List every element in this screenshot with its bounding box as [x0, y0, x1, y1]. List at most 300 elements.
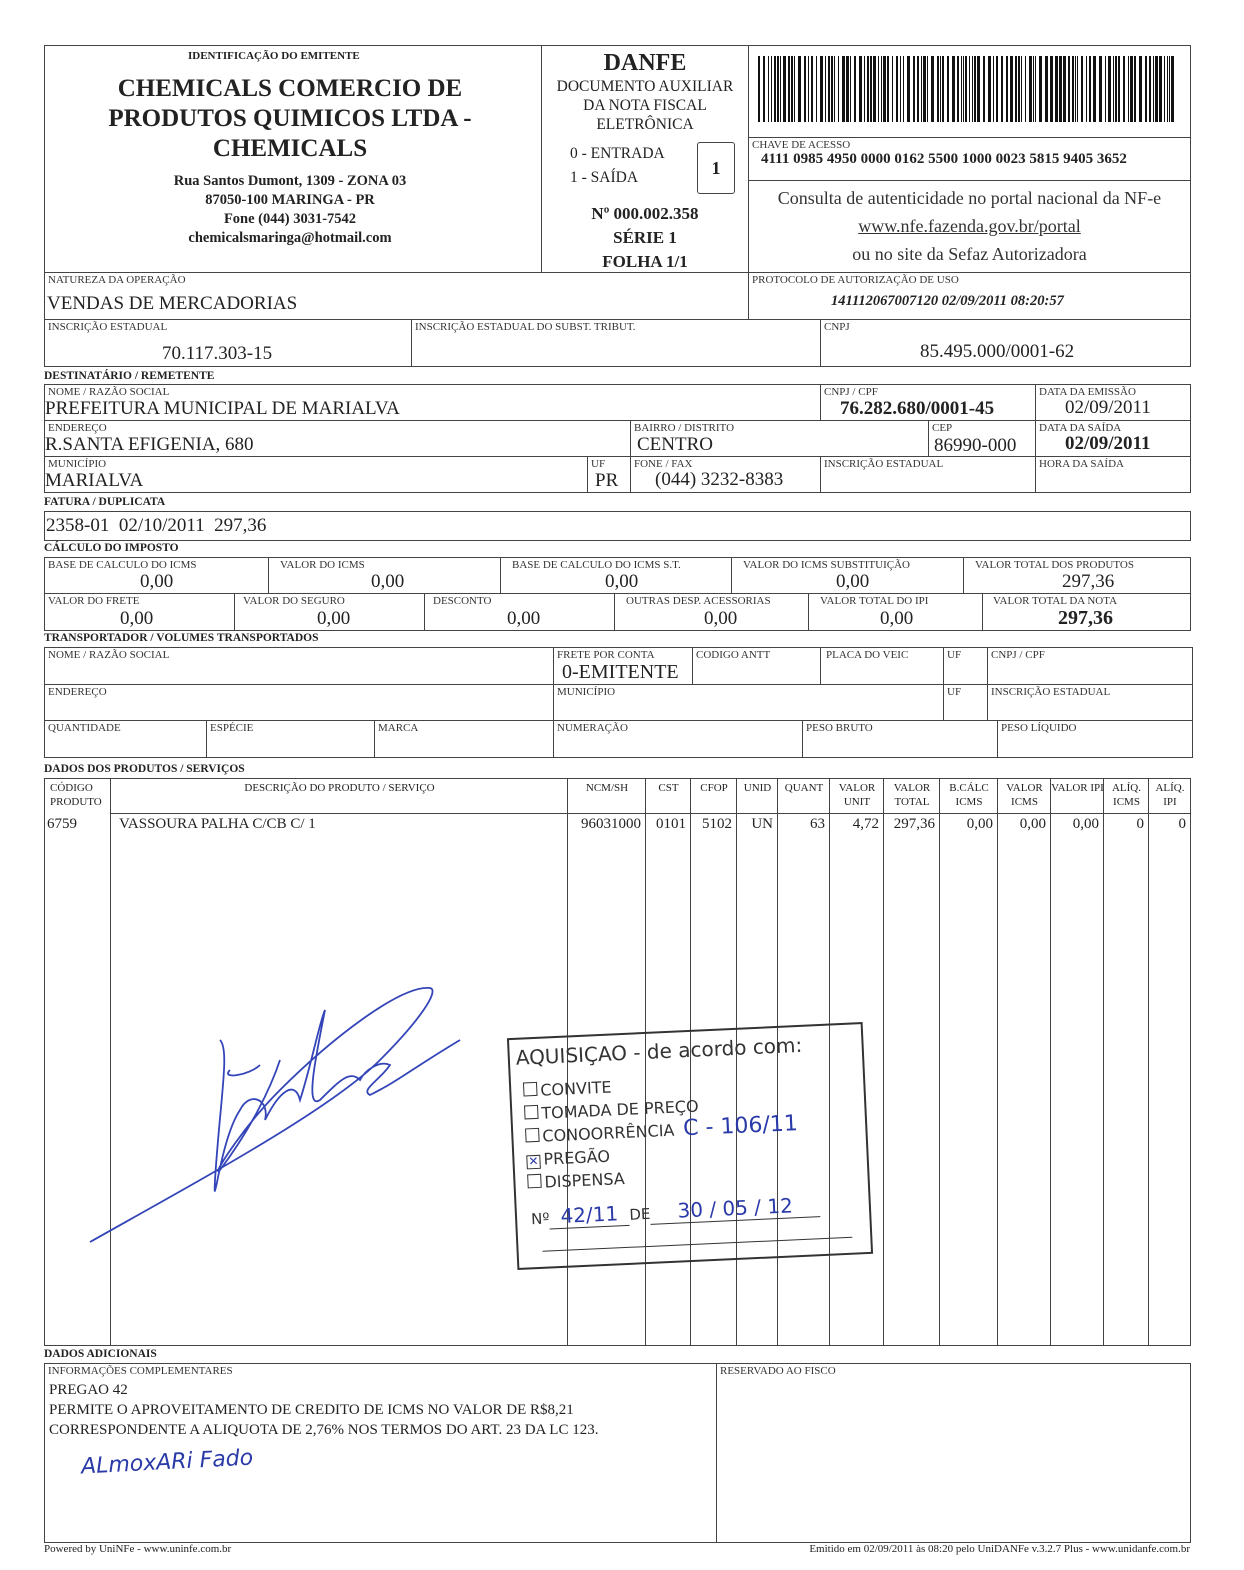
dest-ie-label: INSCRIÇÃO ESTADUAL — [824, 458, 944, 470]
emissao-value: 02/09/2011 — [1065, 397, 1151, 418]
emitente-info — [50, 172, 530, 248]
barcode-bar — [1169, 56, 1170, 122]
barcode-bar — [788, 56, 790, 122]
table-cell: 0,00 — [966, 816, 993, 832]
barcode-bar — [883, 56, 886, 122]
dest-end-label: ENDEREÇO — [48, 422, 107, 434]
transp-label: PESO LÍQUIDO — [1001, 722, 1077, 734]
transp-label: MUNICÍPIO — [557, 686, 616, 698]
table-cell: 297,36 — [893, 816, 935, 832]
column-header: CÓDIGO PRODUTO — [50, 782, 102, 808]
barcode — [758, 56, 1178, 122]
barcode-bar — [1113, 56, 1114, 122]
stamp-options — [523, 1072, 702, 1195]
danfe-subtitle — [541, 77, 749, 134]
barcode-bar — [969, 56, 970, 122]
imposto-cell — [963, 557, 1191, 594]
imposto-label: VALOR DO ICMS — [280, 559, 365, 571]
barcode-bar — [804, 56, 806, 122]
info-text — [49, 1380, 598, 1440]
imposto-value: 0,00 — [317, 608, 351, 629]
barcode-bar — [957, 56, 959, 122]
column-header: CST — [658, 782, 679, 794]
table-cell: 6759 — [47, 816, 77, 832]
barcode-bar — [1153, 56, 1154, 122]
barcode-bar — [870, 56, 872, 122]
barcode-bar — [1171, 56, 1174, 122]
dest-cnpj-label: CNPJ / CPF — [824, 386, 878, 398]
consulta-text: Consulta de autenticidade no portal nacional da NF-e — [777, 188, 1162, 208]
transp-cell — [44, 647, 554, 685]
hora-box — [1035, 456, 1191, 493]
column-header: QUANT — [784, 782, 824, 794]
stamp-option-label: PREGÃO — [543, 1146, 611, 1169]
barcode-bar — [1039, 56, 1042, 122]
stamp-option-label: CONOORRÊNCIA — [541, 1120, 675, 1146]
transp-label: QUANTIDADE — [48, 722, 121, 734]
barcode-bar — [798, 56, 801, 122]
protocolo-label: PROTOCOLO DE AUTORIZAÇÃO DE USO — [752, 274, 959, 286]
tipo-box: 1 — [697, 142, 735, 194]
transp-label: ENDEREÇO — [48, 686, 107, 698]
column-header: DESCRIÇÃO DO PRODUTO / SERVIÇO — [244, 782, 435, 794]
barcode-bar — [834, 56, 835, 122]
stamp-number-line — [531, 1192, 821, 1230]
column-divider — [997, 778, 998, 1345]
danfe-title-block — [541, 50, 749, 134]
transp-label: UF — [947, 649, 962, 661]
barcode-bar — [892, 56, 893, 122]
imposto-value: 0,00 — [120, 608, 154, 629]
barcode-bar — [1159, 56, 1162, 122]
barcode-bar — [780, 56, 781, 122]
imposto-value: 0,00 — [605, 571, 639, 592]
barcode-bar — [940, 56, 941, 122]
nota-serie: SÉRIE 1 — [613, 228, 677, 247]
imposto-cell — [614, 593, 809, 631]
checkbox-icon: ✕ — [526, 1155, 541, 1170]
ie-label: INSCRIÇÃO ESTADUAL — [48, 321, 168, 333]
barcode-bar — [846, 56, 849, 122]
checkbox-icon — [527, 1174, 542, 1189]
barcode-bar — [913, 56, 915, 122]
barcode-bar — [838, 56, 839, 122]
barcode-bar — [923, 56, 926, 122]
column-header: ALÍQ. IPI — [1155, 782, 1185, 808]
stamp-line — [543, 1237, 853, 1252]
barcode-bar — [1086, 56, 1087, 122]
barcode-bar — [931, 56, 934, 122]
column-header: B.CÁLC ICMS — [949, 782, 989, 808]
dest-cnpj-box — [820, 384, 1036, 421]
mun-label: MUNICÍPIO — [48, 458, 107, 470]
info-line: PREGAO 42 — [49, 1382, 128, 1398]
transp-label: CODIGO ANTT — [696, 649, 771, 661]
column-divider — [1148, 778, 1149, 1345]
barcode-bar — [900, 56, 901, 122]
info-complementar-box — [44, 1363, 717, 1543]
barcode-bar — [1059, 56, 1062, 122]
barcode-bar — [825, 56, 826, 122]
imposto-label: VALOR DO FRETE — [48, 595, 140, 607]
barcode-bar — [927, 56, 928, 122]
barcode-bar — [983, 56, 985, 122]
barcode-bar — [1099, 56, 1102, 122]
transp-cell — [943, 647, 988, 685]
emitente-name-line: PRODUTOS QUIMICOS LTDA - — [108, 105, 472, 132]
imposto-cell — [44, 557, 269, 594]
transp-cell — [997, 720, 1193, 758]
barcode-bar — [1105, 56, 1106, 122]
cnpj-label: CNPJ — [824, 321, 850, 333]
danfe-subtitle-line: DOCUMENTO AUXILIAR — [556, 78, 734, 95]
barcode-bar — [1164, 56, 1165, 122]
barcode-bar — [1118, 56, 1120, 122]
protocolo-box — [748, 272, 1191, 320]
table-cell: 0,00 — [1019, 816, 1046, 832]
dest-end: R.SANTA EFIGENIA, 680 — [45, 434, 254, 455]
imposto-cell — [44, 593, 235, 631]
column-header: VALOR TOTAL — [893, 782, 931, 808]
transp-cell — [44, 684, 554, 721]
barcode-bar — [758, 56, 760, 122]
transp-cell — [553, 647, 693, 685]
transp-cell — [987, 647, 1193, 685]
barcode-bar — [1063, 56, 1066, 122]
barcode-bar — [1155, 56, 1158, 122]
chave-value: 4111 0985 4950 0000 0162 5500 1000 0023 5815 9405 3652 — [761, 151, 1127, 167]
barcode-bar — [1045, 56, 1048, 122]
barcode-bar — [988, 56, 991, 122]
table-cell: 63 — [810, 816, 825, 832]
barcode-bar — [811, 56, 813, 122]
barcode-bar — [1128, 56, 1129, 122]
barcode-bar — [1072, 56, 1074, 122]
table-cell: 4,72 — [852, 816, 879, 832]
stamp-date: 30 / 05 / 12 — [650, 1192, 821, 1225]
checkbox-icon — [524, 1105, 539, 1120]
barcode-bar — [907, 56, 910, 122]
barcode-bar — [974, 56, 976, 122]
barcode-bar — [977, 56, 980, 122]
handwritten-note: ALmoxARi Fado — [80, 1445, 254, 1480]
emissao-box — [1035, 384, 1191, 421]
barcode-bar — [1021, 56, 1022, 122]
emissao-label: DATA DA EMISSÃO — [1039, 386, 1136, 398]
emitente-name-line: CHEMICALS — [212, 135, 368, 162]
barcode-bar — [878, 56, 879, 122]
fisco-label: RESERVADO AO FISCO — [720, 1365, 836, 1377]
barcode-bar — [842, 56, 845, 122]
footer-left: Powered by UniNFe - www.uninfe.com.br — [44, 1543, 232, 1555]
barcode-bar — [1006, 56, 1008, 122]
emitente-name-line: CHEMICALS COMERCIO DE — [117, 75, 463, 102]
bairro-box — [630, 420, 929, 457]
imposto-section: CÁLCULO DO IMPOSTO — [44, 542, 179, 554]
fisco-box — [716, 1363, 1191, 1543]
table-cell: UN — [751, 816, 773, 832]
info-line: PERMITE O APROVEITAMENTO DE CREDITO DE ICMS NO VALOR DE R$8,21 — [49, 1402, 574, 1418]
barcode-bar — [831, 56, 833, 122]
imposto-label: VALOR DO ICMS SUBSTITUIÇÃO — [743, 559, 910, 571]
imposto-cell — [234, 593, 425, 631]
table-cell: 0 — [1178, 816, 1186, 832]
emitente-name — [50, 74, 530, 164]
imposto-value: 0,00 — [507, 608, 541, 629]
header-divider — [111, 813, 1191, 814]
barcode-bar — [1050, 56, 1053, 122]
barcode-bar — [937, 56, 939, 122]
transp-cell — [374, 720, 554, 758]
transp-label: NOME / RAZÃO SOCIAL — [48, 649, 170, 661]
dest-nome-label: NOME / RAZÃO SOCIAL — [48, 386, 170, 398]
table-cell: 0101 — [656, 816, 686, 832]
saida-date-value: 02/09/2011 — [1065, 433, 1151, 454]
transp-label: CNPJ / CPF — [991, 649, 1045, 661]
barcode-bar — [783, 56, 786, 122]
produtos-section: DADOS DOS PRODUTOS / SERVIÇOS — [44, 763, 245, 775]
ie-subst-box — [411, 319, 821, 367]
barcode-bar — [794, 56, 795, 122]
imposto-value: 0,00 — [704, 608, 738, 629]
de-label: DE — [628, 1204, 651, 1224]
barcode-bar — [763, 56, 765, 122]
danfe-number-block — [541, 202, 749, 274]
fatura-section: FATURA / DUPLICATA — [44, 496, 166, 508]
barcode-bar — [1025, 56, 1026, 122]
barcode-bar — [1029, 56, 1032, 122]
barcode-bar — [881, 56, 882, 122]
imposto-cell — [424, 593, 615, 631]
barcode-bar — [1001, 56, 1003, 122]
ie-box — [44, 319, 412, 367]
imposto-cell — [268, 557, 501, 594]
barcode-bar — [850, 56, 851, 122]
emitente-section: IDENTIFICAÇÃO DO EMITENTE — [188, 50, 360, 62]
transp-cell — [943, 684, 988, 721]
column-header: VALOR UNIT — [838, 782, 876, 808]
transp-cell — [692, 647, 821, 685]
barcode-bar — [972, 56, 973, 122]
bairro-label: BAIRRO / DISTRITO — [634, 422, 735, 434]
barcode-bar — [1015, 56, 1017, 122]
protocolo-value: 141112067007120 02/09/2011 08:20:57 — [831, 293, 1064, 309]
natureza-value: VENDAS DE MERCADORIAS — [47, 293, 298, 314]
barcode-bar — [1068, 56, 1070, 122]
barcode-bar — [1093, 56, 1096, 122]
imposto-label: BASE DE CALCULO DO ICMS — [48, 559, 197, 571]
barcode-bar — [791, 56, 793, 122]
barcode-bar — [1149, 56, 1151, 122]
barcode-bar — [816, 56, 817, 122]
stamp-number: 42/11 — [549, 1201, 630, 1230]
column-header: ALÍQ. ICMS — [1111, 782, 1142, 808]
transp-cell — [987, 684, 1193, 721]
uf-label: UF — [591, 458, 606, 470]
barcode-bar — [873, 56, 876, 122]
uf-box — [587, 456, 631, 493]
transp-label: PESO BRUTO — [806, 722, 873, 734]
barcode-bar — [1055, 56, 1058, 122]
frete-value: 0-EMITENTE — [562, 661, 679, 683]
entrada-label: 0 - ENTRADA — [570, 145, 665, 162]
column-header: CFOP — [700, 782, 728, 794]
barcode-bar — [1115, 56, 1117, 122]
column-header: NCM/SH — [585, 782, 629, 794]
transp-label: FRETE POR CONTA — [557, 649, 655, 661]
saida-date-label: DATA DA SAÍDA — [1039, 422, 1122, 434]
barcode-bar — [1081, 56, 1083, 122]
table-cell: 96031000 — [581, 816, 641, 832]
emitente-address: Rua Santos Dumont, 1309 - ZONA 03 — [173, 173, 407, 189]
saida-label: 1 - SAÍDA — [570, 169, 639, 186]
barcode-bar — [917, 56, 919, 122]
checkbox-icon — [525, 1128, 540, 1143]
imposto-label: BASE DE CALCULO DO ICMS S.T. — [512, 559, 681, 571]
hora-label: HORA DA SAÍDA — [1039, 458, 1124, 470]
total-nota-value: 297,36 — [1058, 607, 1113, 629]
barcode-bar — [828, 56, 830, 122]
barcode-bar — [961, 56, 962, 122]
barcode-bar — [965, 56, 967, 122]
column-divider — [1050, 778, 1051, 1345]
imposto-label: OUTRAS DESP. ACESSORIAS — [626, 595, 771, 607]
stamp-title: AQUISIÇAO - de acordo com: — [515, 1032, 803, 1070]
emitente-phone: Fone (044) 3031-7542 — [223, 211, 357, 227]
transp-cell — [553, 684, 944, 721]
barcode-bar — [1010, 56, 1013, 122]
transp-label: INSCRIÇÃO ESTADUAL — [991, 686, 1111, 698]
barcode-bar — [996, 56, 998, 122]
cnpj-emitente-box — [820, 319, 1191, 367]
barcode-bar — [768, 56, 769, 122]
fone-box — [630, 456, 821, 493]
cep-box — [928, 420, 1036, 457]
transp-label: NUMERAÇÃO — [557, 722, 628, 734]
footer-right: Emitido em 02/09/2011 às 08:20 pelo UniDANFe v.3.2.7 Plus - www.unidanfe.com.br — [809, 1543, 1190, 1555]
barcode-bar — [942, 56, 944, 122]
column-header: VALOR IPI — [1051, 782, 1104, 794]
dest-cnpj: 76.282.680/0001-45 — [840, 398, 995, 419]
barcode-bar — [820, 56, 823, 122]
fatura-box — [44, 511, 1191, 541]
barcode-bar — [777, 56, 779, 122]
dest-ie-box — [820, 456, 1036, 493]
transp-label: UF — [947, 686, 962, 698]
dest-end-box — [44, 420, 631, 457]
no-label: Nº — [530, 1209, 550, 1229]
fatura-value: 2358-01 02/10/2011 297,36 — [46, 515, 267, 536]
nota-folha: FOLHA 1/1 — [602, 252, 688, 271]
barcode-bar — [952, 56, 955, 122]
checkbox-icon — [523, 1082, 538, 1097]
barcode-bar — [1130, 56, 1133, 122]
barcode-bar — [896, 56, 898, 122]
barcode-bar — [1035, 56, 1036, 122]
stamp-option-label: CONVITE — [539, 1077, 612, 1100]
cep-value: 86990-000 — [934, 435, 1017, 456]
imposto-value: 0,00 — [140, 571, 174, 592]
table-cell: VASSOURA PALHA C/CB C/ 1 — [119, 816, 316, 832]
barcode-bar — [887, 56, 889, 122]
chave-box — [748, 137, 1191, 181]
consulta-link[interactable]: www.nfe.fazenda.gov.br/portal — [858, 216, 1081, 236]
dest-nome: PREFEITURA MUNICIPAL DE MARIALVA — [45, 398, 400, 419]
imposto-value: 0,00 — [836, 571, 870, 592]
barcode-bar — [854, 56, 856, 122]
barcode-bar — [774, 56, 776, 122]
stamp-hand-note: C - 106/11 — [682, 1111, 799, 1142]
barcode-bar — [1033, 56, 1034, 122]
transp-cell — [553, 720, 803, 758]
imposto-label: DESCONTO — [433, 595, 492, 607]
stamp-option-label: TOMADA DE PREÇO — [540, 1096, 699, 1123]
barcode-bar — [1167, 56, 1168, 122]
stamp-option-label: DISPENSA — [544, 1169, 626, 1192]
dest-nome-box — [44, 384, 821, 421]
barcode-bar — [864, 56, 865, 122]
cnpj-value: 85.495.000/0001-62 — [920, 341, 1075, 362]
transp-cell — [44, 720, 207, 758]
barcode-bar — [921, 56, 922, 122]
table-cell: 0,00 — [1072, 816, 1099, 832]
mun-box — [44, 456, 588, 493]
imposto-value: 0,00 — [371, 571, 405, 592]
barcode-bar — [808, 56, 809, 122]
barcode-bar — [1089, 56, 1091, 122]
imposto-label: VALOR TOTAL DOS PRODUTOS — [975, 559, 1134, 571]
natureza-box — [44, 272, 749, 320]
imposto-value: 297,36 — [1062, 571, 1115, 592]
barcode-bar — [1077, 56, 1078, 122]
consulta-text-2: ou no site da Sefaz Autorizadora — [852, 244, 1087, 264]
barcode-bar — [1139, 56, 1142, 122]
barcode-bar — [1145, 56, 1147, 122]
column-divider — [883, 778, 884, 1345]
transp-cell — [820, 647, 944, 685]
barcode-bar — [903, 56, 904, 122]
transp-label: MARCA — [378, 722, 419, 734]
info-line: CORRESPONDENTE A ALIQUOTA DE 2,76% NOS TERMOS DO ART. 23 DA LC 123. — [49, 1422, 599, 1438]
imposto-cell — [731, 557, 964, 594]
column-divider — [939, 778, 940, 1345]
imposto-cell — [808, 593, 983, 631]
bairro-value: CENTRO — [637, 434, 713, 455]
transp-label: PLACA DO VEIC — [826, 649, 909, 661]
mun-value: MARIALVA — [45, 470, 144, 491]
transp-cell — [802, 720, 998, 758]
column-divider — [1103, 778, 1104, 1345]
imposto-label: VALOR DO SEGURO — [243, 595, 345, 607]
danfe-subtitle-line: ELETRÔNICA — [596, 116, 694, 133]
imposto-cell — [500, 557, 732, 594]
adicionais-section: DADOS ADICIONAIS — [44, 1348, 157, 1360]
barcode-bar — [1075, 56, 1076, 122]
emitente-city: 87050-100 MARINGA - PR — [205, 192, 375, 208]
imposto-cell — [982, 593, 1191, 631]
column-header: VALOR ICMS — [1006, 782, 1043, 808]
dest-section: DESTINATÁRIO / REMETENTE — [44, 370, 215, 382]
imposto-value: 0,00 — [880, 608, 914, 629]
transp-section: TRANSPORTADOR / VOLUMES TRANSPORTADOS — [44, 632, 319, 644]
info-label: INFORMAÇÕES COMPLEMENTARES — [48, 1365, 233, 1377]
barcode-bar — [1123, 56, 1125, 122]
barcode-bar — [867, 56, 869, 122]
barcode-bar — [1134, 56, 1136, 122]
cep-label: CEP — [932, 422, 953, 434]
barcode-bar — [859, 56, 862, 122]
natureza-label: NATUREZA DA OPERAÇÃO — [48, 274, 186, 286]
